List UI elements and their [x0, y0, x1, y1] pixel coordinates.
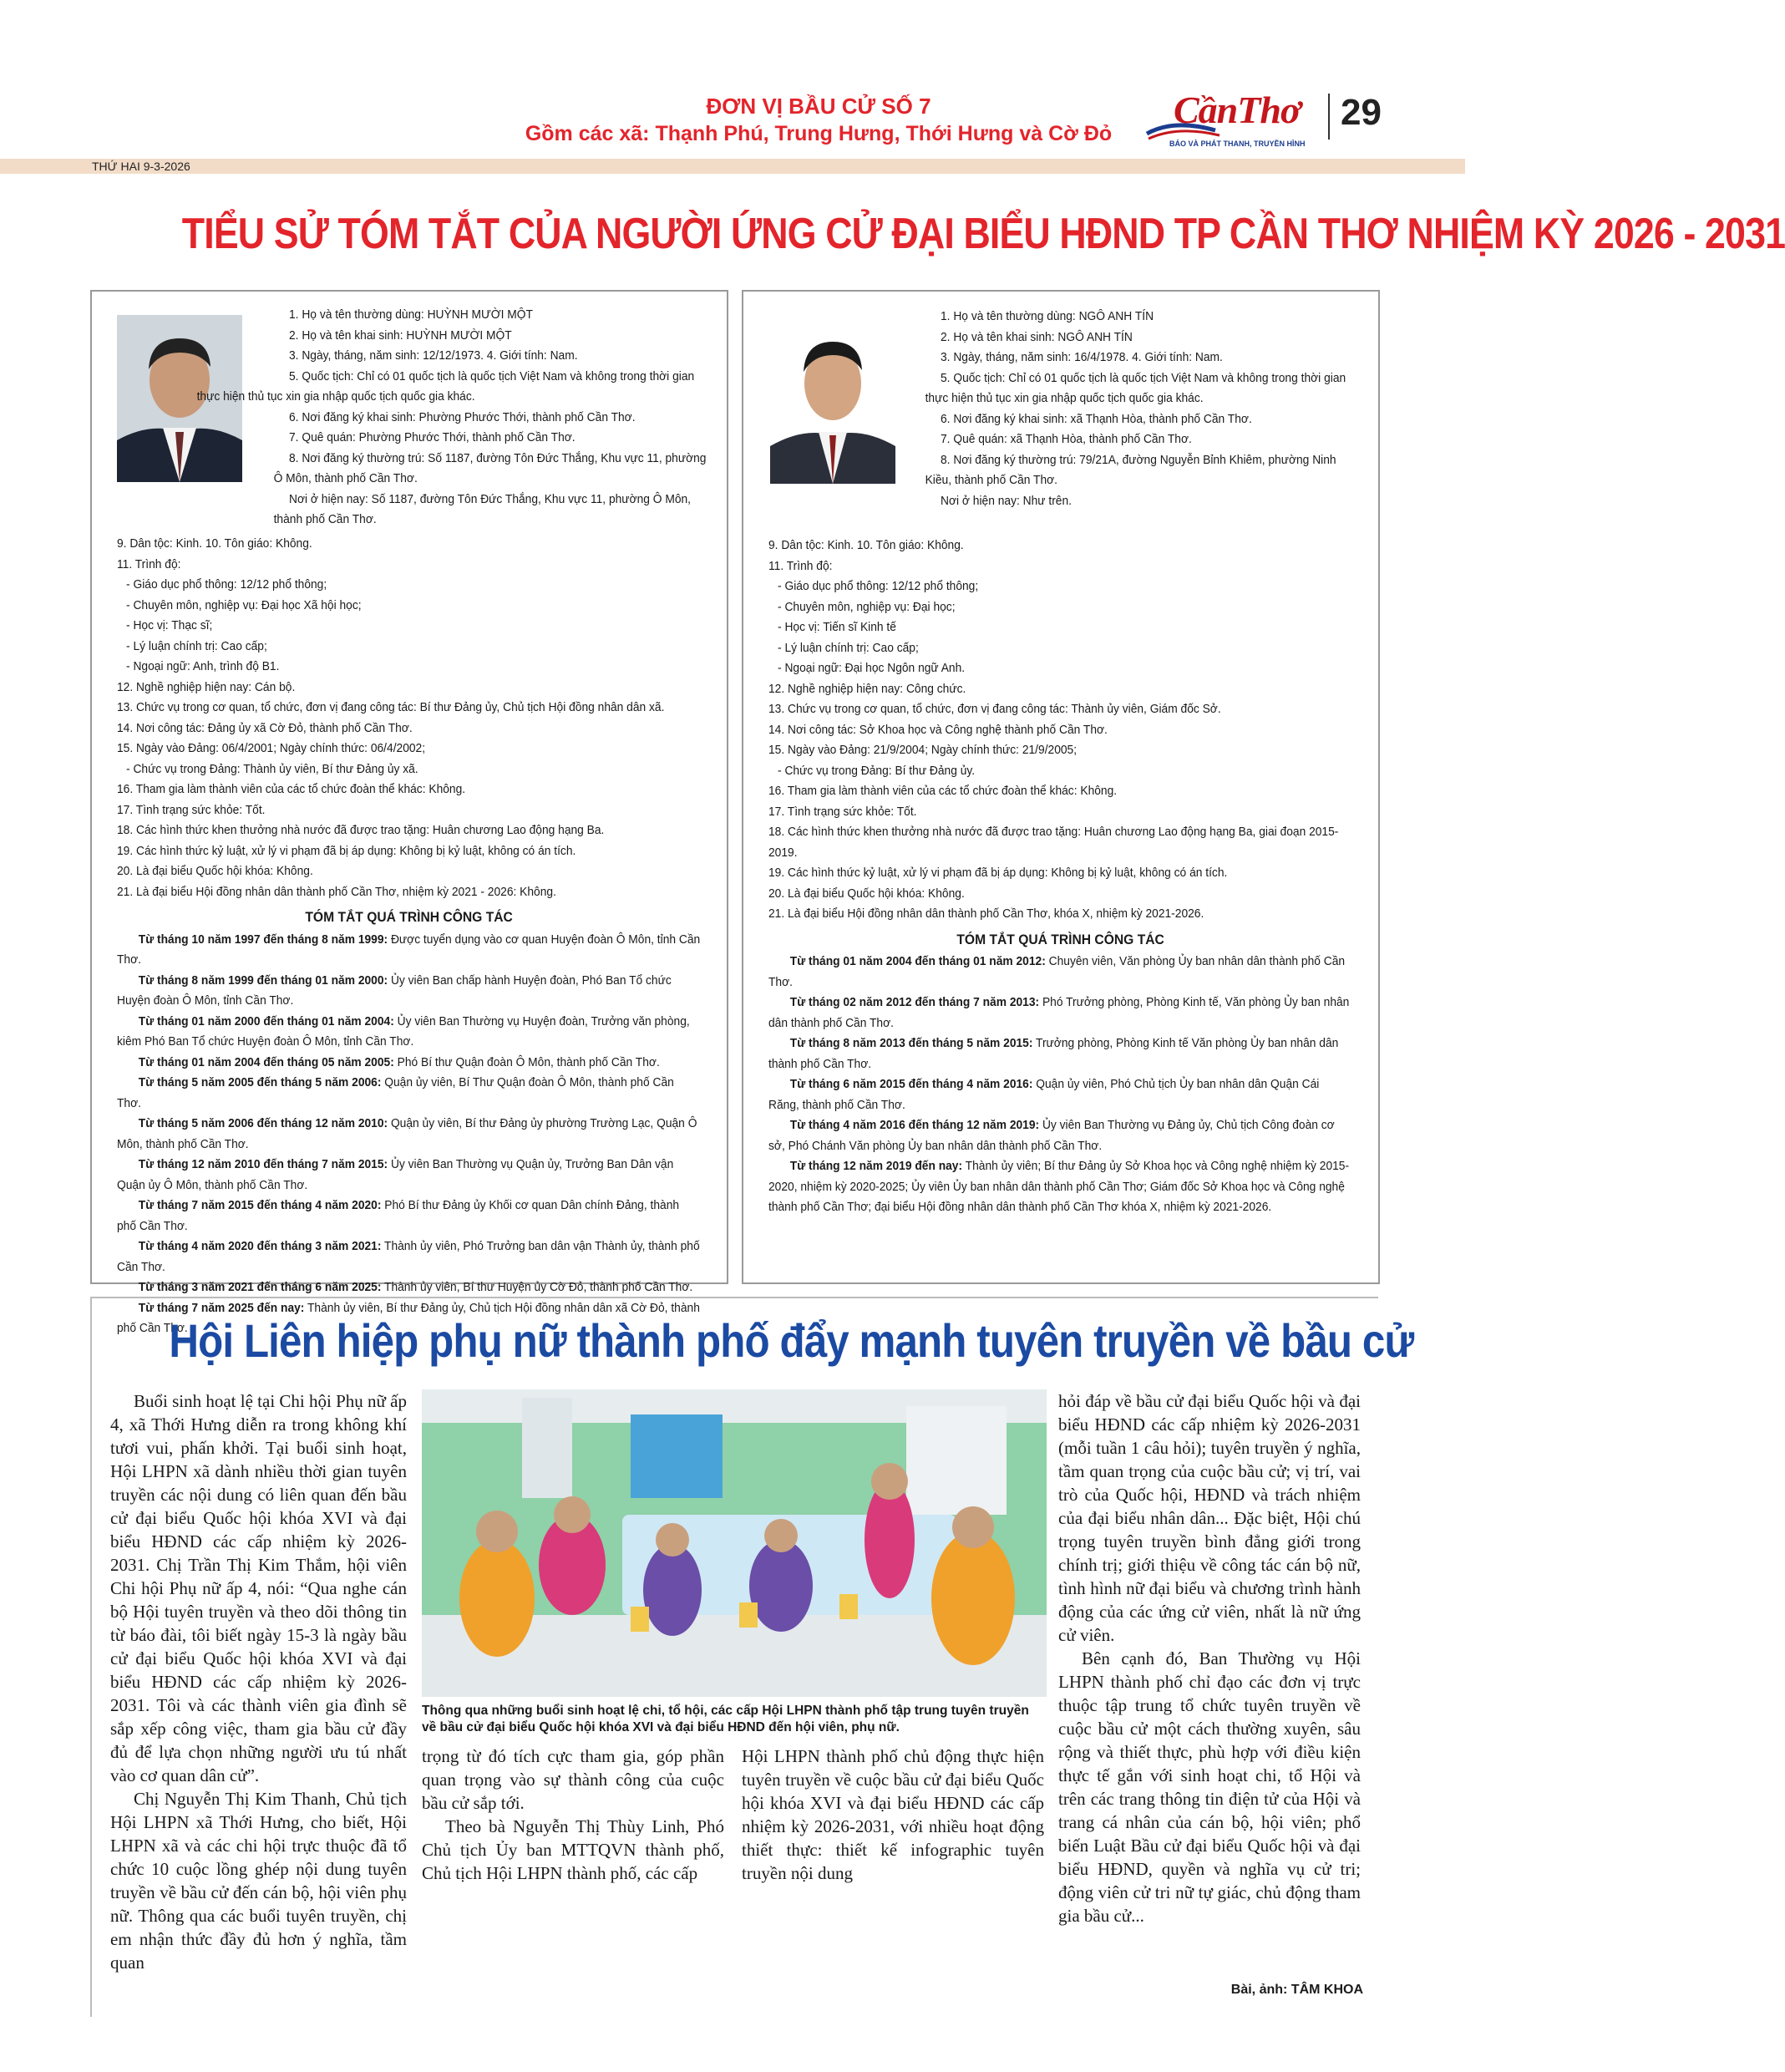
detail-line: 21. Là đại biểu Hội đồng nhân dân thành phố Cần Thơ, khóa X, nhiệm kỳ 2021-2026. [768, 906, 1204, 921]
detail-line: 11. Trình độ: [117, 556, 181, 571]
bio-line: 2. Họ và tên khai sinh: NGÔ ANH TÍN [941, 329, 1133, 344]
work-period: Từ tháng 01 năm 2004 đến tháng 05 năm 2005: [138, 1054, 394, 1069]
photo-caption: Thông qua những buổi sinh hoạt lệ chi, tổ hội, các cấp Hội LHPN thành phố tập trung tuyên truyền về bầu cử đại biểu Quốc hội khóa XVI và đại biểu HĐND đến hội viên, phụ nữ. [422, 1704, 1029, 1734]
article-photo [422, 1389, 1047, 1697]
work-history-heading: TÓM TẮT QUÁ TRÌNH CÔNG TÁC [956, 931, 1164, 947]
work-history-item [768, 1115, 1352, 1156]
work-period: Từ tháng 8 năm 1999 đến tháng 01 năm 2000: [138, 973, 388, 988]
bio-line: 1. Họ và tên thường dùng: NGÔ ANH TÍN [941, 309, 1154, 323]
work-history-item [117, 1073, 701, 1114]
work-period: Từ tháng 7 năm 2015 đến tháng 4 năm 2020: [138, 1198, 382, 1212]
work-period: Từ tháng 8 năm 2013 đến tháng 5 năm 2015: [789, 1036, 1033, 1050]
detail-line: 13. Chức vụ trong cơ quan, tổ chức, đơn vị đang công tác: Thành ủy viên, Giám đốc Sở. [768, 702, 1221, 716]
detail-line: 9. Dân tộc: Kinh. 10. Tôn giáo: Không. [117, 536, 312, 551]
bio-line: 3. Ngày, tháng, năm sinh: 16/4/1978. 4. Giới tính: Nam. [941, 350, 1223, 364]
article-column-2 [422, 1744, 724, 1885]
work-history-item [117, 1155, 701, 1196]
bio-line: 7. Quê quán: Phường Phước Thới, thành phố Cần Thơ. [289, 430, 576, 444]
detail-line: - Chức vụ trong Đảng: Thành ủy viên, Bí thư Đảng ủy xã. [126, 761, 418, 776]
detail-line: 15. Ngày vào Đảng: 06/4/2001; Ngày chính thức: 06/4/2002; [117, 741, 426, 755]
detail-line: 16. Tham gia làm thành viên của các tổ chức đoàn thể khác: Không. [768, 784, 1118, 798]
candidate-right-personal [925, 307, 1371, 511]
work-period: Từ tháng 4 năm 2016 đến tháng 12 năm 2019: [789, 1118, 1040, 1132]
bio-line: Kiều, thành phố Cần Thơ. [925, 473, 1058, 487]
bio-line: 2. Họ và tên khai sinh: HUỲNH MƯỜI MỘT [289, 328, 512, 343]
detail-line: 17. Tình trạng sức khỏe: Tốt. [117, 802, 266, 817]
work-description: Thành ủy viên, Phó Trưởng ban dân vận Thành ủy, thành phố Cần Thơ. [117, 1239, 700, 1274]
work-period: Từ tháng 7 năm 2025 đến nay: [138, 1300, 305, 1315]
detail-line: 13. Chức vụ trong cơ quan, tổ chức, đơn vị đang công tác: Bí thư Đảng ủy, Chủ tịch Hội đồng nhân dân xã. [117, 700, 665, 714]
detail-line: 12. Nghề nghiệp hiện nay: Công chức. [768, 681, 966, 696]
work-description: Phó Bí thư Đảng ủy Khối cơ quan Dân chính Đảng, thành phố Cần Thơ. [117, 1198, 680, 1233]
logo-tagline: BÁO VÀ PHÁT THANH, TRUYỀN HÌNH [1169, 140, 1306, 148]
header-divider [1328, 94, 1330, 140]
detail-line: - Lý luận chính trị: Cao cấp; [778, 640, 919, 655]
work-period: Từ tháng 12 năm 2010 đến tháng 7 năm 2015: [138, 1157, 388, 1171]
detail-line: 16. Tham gia làm thành viên của các tổ chức đoàn thể khác: Không. [117, 782, 466, 796]
detail-line: 18. Các hình thức khen thưởng nhà nước đã được trao tặng: Huân chương Lao động hạng Ba, giai đoạn 2015-2019. [768, 825, 1339, 860]
detail-line: 20. Là đại biểu Quốc hội khóa: Không. [117, 864, 313, 878]
electoral-unit-subtitle: Gồm các xã: Thạnh Phú, Trung Hưng, Thới Hưng và Cờ Đỏ [525, 122, 1113, 145]
work-description: Quận ủy viên, Phó Chủ tịch Ủy ban nhân dân Quận Cái Răng, thành phố Cần Thơ. [768, 1077, 1320, 1112]
bio-line: thành phố Cần Thơ. [273, 512, 377, 526]
candidate-left-personal [196, 305, 719, 531]
detail-line: 9. Dân tộc: Kinh. 10. Tôn giáo: Không. [768, 538, 964, 552]
article-paragraph: Theo bà Nguyễn Thị Thùy Linh, Phó Chủ tịch Ủy ban MTTQVN thành phố, Chủ tịch Hội LHPN thành phố, các cấp [422, 1816, 724, 1883]
bio-line: thực hiện thủ tục xin gia nhập quốc tịch quốc gia khác. [196, 389, 475, 404]
logo-wordmark: CầnThơ [1174, 89, 1301, 131]
work-period: Từ tháng 3 năm 2021 đến tháng 6 năm 2025: [138, 1280, 382, 1294]
work-history-heading: TÓM TẮT QUÁ TRÌNH CÔNG TÁC [305, 909, 513, 925]
article-paragraph: Chị Nguyễn Thị Kim Thanh, Chủ tịch Hội LHPN xã Thới Hưng, cho biết, Hội LHPN xã và các chi hội trực thuộc đã tổ chức 10 cuộc lồng ghép nội dung tuyên truyền về bầu cử đến cán bộ, hội viên phụ nữ. Thông qua các buổi tuyên truyền, chị em nhận thức đầy đủ hơn ý nghĩa, tầm quan [110, 1789, 407, 1973]
detail-line: - Học vị: Thạc sĩ; [126, 618, 213, 632]
work-history-item [768, 993, 1352, 1033]
bio-line: Nơi ở hiện nay: Như trên. [941, 493, 1072, 508]
work-description: Thành ủy viên, Bí thư Huyện ủy Cờ Đỏ, thành phố Cần Thơ. [381, 1280, 693, 1294]
detail-line: - Ngoại ngữ: Anh, trình độ B1. [126, 659, 280, 673]
work-description: Phó Trưởng phòng, Phòng Kinh tế, Văn phòng Ủy ban nhân dân thành phố Cần Thơ. [768, 995, 1350, 1030]
bio-line: 5. Quốc tịch: Chỉ có 01 quốc tịch là quốc tịch Việt Nam và không trong thời gian [941, 370, 1346, 385]
work-description: Được tuyển dụng vào cơ quan Huyện đoàn Ô Môn, tỉnh Cần Thơ. [117, 932, 701, 967]
detail-line: 11. Trình độ: [768, 558, 833, 573]
detail-line: 21. Là đại biểu Hội đồng nhân dân thành phố Cần Thơ, nhiệm kỳ 2021 - 2026: Không. [117, 884, 556, 899]
detail-line: 12. Nghề nghiệp hiện nay: Cán bộ. [117, 679, 296, 694]
article-paragraph: Hội LHPN thành phố chủ động thực hiện tuyên truyền về cuộc bầu cử đại biểu Quốc hội khóa XVI và đại biểu HĐND các cấp nhiệm kỳ 2026-2031, với nhiều hoạt động thiết thực: thiết kế infographic tuyên truyền nội dung [742, 1746, 1044, 1883]
work-period: Từ tháng 5 năm 2005 đến tháng 5 năm 2006: [138, 1075, 382, 1089]
work-description: Ủy viên Ban chấp hành Huyện đoàn, Phó Ban Tổ chức Huyện đoàn Ô Môn, tỉnh Cần Thơ. [117, 973, 672, 1008]
work-period: Từ tháng 12 năm 2019 đến nay: [789, 1159, 963, 1173]
page-number: 29 [1341, 92, 1382, 133]
work-description: Trưởng phòng, Phòng Kinh tế Văn phòng Ủy ban nhân dân thành phố Cần Thơ. [768, 1036, 1339, 1071]
detail-line: - Chức vụ trong Đảng: Bí thư Đảng ủy. [778, 763, 976, 778]
detail-line: 19. Các hình thức kỷ luật, xử lý vi phạm đã bị áp dụng: Không bị kỷ luật, không có án tích. [117, 843, 576, 858]
work-history-item [117, 930, 701, 971]
article-column-3 [742, 1744, 1044, 1885]
detail-line: - Học vị: Tiến sĩ Kinh tế [778, 620, 896, 634]
work-description: Thành ủy viên; Bí thư Đảng ủy Sở Khoa học và Công nghệ nhiệm kỳ 2015-2020, nhiệm kỳ 2020-2025; Ủy viên Ủy ban nhân dân thành phố Cần Thơ; Giám đốc Sở Khoa học và Công nghệ thành phố Cần Thơ; đại biểu Hội đồng nhân dân thành phố Cần Thơ khóa X, nhiệm kỳ 2021-2026. [768, 1159, 1350, 1214]
work-description: Ủy viên Ban Thường vụ Huyện đoàn, Trưởng văn phòng, kiêm Phó Ban Tổ chức Huyện đoàn Ô Môn, tỉnh Cần Thơ. [117, 1013, 690, 1049]
work-description: Ủy viên Ban Thường vụ Đảng ủy, Chủ tịch Công đoàn cơ sở, Phó Chánh Văn phòng Ủy ban nhân dân thành phố Cần Thơ. [768, 1118, 1335, 1153]
detail-line: - Chuyên môn, nghiệp vụ: Đại học Xã hội học; [126, 597, 362, 612]
bio-line: 6. Nơi đăng ký khai sinh: Phường Phước Thới, thành phố Cần Thơ. [289, 409, 636, 424]
article-paragraph: Bên cạnh đó, Ban Thường vụ Hội LHPN thành phố chỉ đạo các đơn vị trực thuộc tập trung tổ chức tuyên truyền về cuộc bầu cử một cách thường xuyên, sâu rộng và thiết thực, phù hợp với điều kiện thực tế gắn với sinh hoạt chi, tổ Hội và trên các trang thông tin điện tử của Hội và trang cá nhân của cán bộ, hội viên; phổ biến Luật Bầu cử đại biểu Quốc hội và đại biểu HĐND, quyền và nghĩa vụ cử tri; động viên cử tri nữ tự giác, chủ động tham gia bầu cử... [1058, 1648, 1361, 1926]
detail-line: 19. Các hình thức kỷ luật, xử lý vi phạm đã bị áp dụng: Không bị kỷ luật, không có án tích. [768, 866, 1228, 880]
work-history-item [117, 1196, 701, 1237]
detail-line: 15. Ngày vào Đảng: 21/9/2004; Ngày chính thức: 21/9/2005; [768, 743, 1078, 757]
article-column-1 [110, 1389, 407, 1974]
detail-line: - Giáo dục phổ thông: 12/12 phổ thông; [778, 579, 979, 593]
bio-line: 8. Nơi đăng ký thường trú: 79/21A, đường Nguyễn Bỉnh Khiêm, phường Ninh [941, 452, 1336, 467]
candidate-box-left [90, 290, 728, 1335]
candidate-left-details [117, 534, 701, 1339]
bio-line: thực hiện thủ tục xin gia nhập quốc tịch quốc gia khác. [925, 391, 1204, 405]
work-history-list [117, 930, 701, 1339]
work-history-item [117, 1114, 701, 1155]
bio-line: 3. Ngày, tháng, năm sinh: 12/12/1973. 4. Giới tính: Nam. [289, 348, 578, 363]
work-period: Từ tháng 01 năm 2000 đến tháng 01 năm 2004: [138, 1013, 394, 1028]
electoral-unit-title: ĐƠN VỊ BẦU CỬ SỐ 7 [706, 94, 931, 119]
bio-line: 1. Họ và tên thường dùng: HUỲNH MƯỜI MỘT [289, 307, 533, 322]
work-description: Quận ủy viên, Bí thư Đảng ủy phường Trường Lạc, Quận Ô Môn, thành phố Cần Thơ. [117, 1116, 697, 1151]
issue-date: THỨ HAI 9-3-2026 [92, 160, 190, 173]
work-period: Từ tháng 10 năm 1997 đến tháng 8 năm 1999: [138, 932, 388, 947]
work-period: Từ tháng 4 năm 2020 đến tháng 3 năm 2021: [138, 1239, 382, 1253]
work-history-item [117, 1237, 701, 1277]
article-paragraph: hỏi đáp về bầu cử đại biểu Quốc hội và đại biểu HĐND các cấp nhiệm kỳ 2026-2031 (mỗi tuần 1 câu hỏi); tuyên truyền ý nghĩa, tầm quan trọng của cuộc bầu cử; vị trí, vai trò của Quốc hội, HĐND và trách nhiệm của đại biểu nhân dân... Đặc biệt, Hội chú trọng tuyên truyền bình đẳng giới trong chính trị; giới thiệu về công tác cán bộ nữ, tình hình nữ đại biểu và chương trình hành động của các ứng cử viên, nhất là nữ ứng cử viên. [1058, 1391, 1361, 1645]
work-history-item [117, 971, 701, 1012]
detail-line: - Ngoại ngữ: Đại học Ngôn ngữ Anh. [778, 661, 966, 675]
work-history-item [117, 1012, 701, 1053]
work-history-item [768, 1074, 1352, 1115]
article-paragraph: trọng từ đó tích cực tham gia, góp phần quan trọng vào sự thành công của cuộc bầu cử sắp tới. [422, 1746, 724, 1813]
detail-line: - Giáo dục phổ thông: 12/12 phổ thông; [126, 577, 327, 592]
bio-line: Ô Môn, thành phố Cần Thơ. [273, 471, 418, 485]
article-paragraph: Buổi sinh hoạt lệ tại Chi hội Phụ nữ ấp 4, xã Thới Hưng diễn ra trong không khí tươi vui, phấn khởi. Tại buổi sinh hoạt, Hội LHPN xã dành nhiều thời gian tuyên truyền các nội dung có liên quan đến bầu cử đại biểu Quốc hội khóa XVI và đại biểu HĐND các cấp nhiệm kỳ 2026-2031. Chị Trần Thị Kim Thắm, hội viên Chi hội Phụ nữ ấp 4, nói: “Qua nghe cán bộ Hội tuyên truyền và theo dõi thông tin từ báo đài, tôi biết ngày 15-3 là ngày bầu cử đại biểu Quốc hội khóa XVI và đại biểu HĐND các cấp nhiệm kỳ 2026-2031. Tôi và các thành viên gia đình sẽ sắp xếp công việc, tham gia bầu cử đầy đủ để lựa chọn những người ưu tú nhất vào cơ quan dân cử”. [110, 1391, 407, 1785]
work-history-item [768, 1033, 1352, 1074]
work-description: Chuyên viên, Văn phòng Ủy ban nhân dân thành phố Cần Thơ. [768, 954, 1346, 989]
work-history-item [768, 1156, 1352, 1218]
work-history-item [768, 952, 1352, 993]
detail-line: 17. Tình trạng sức khỏe: Tốt. [768, 804, 917, 819]
work-period: Từ tháng 5 năm 2006 đến tháng 12 năm 2010: [138, 1116, 388, 1130]
bio-line: Nơi ở hiện nay: Số 1187, đường Tôn Đức Thắng, Khu vực 11, phường Ô Môn, [289, 491, 692, 506]
work-description: Quận ủy viên, Bí Thư Quận đoàn Ô Môn, thành phố Cần Thơ. [117, 1075, 674, 1110]
work-history-list [768, 952, 1352, 1218]
work-description: Thành ủy viên, Bí thư Đảng ủy, Chủ tịch Hội đồng nhân dân xã Cờ Đỏ, thành phố Cần Thơ. [117, 1300, 700, 1335]
work-history-item [117, 1053, 701, 1074]
detail-line: 18. Các hình thức khen thưởng nhà nước đã được trao tặng: Huân chương Lao động hạng Ba. [117, 823, 605, 837]
candidate-box-right [742, 290, 1380, 1284]
bio-line: 5. Quốc tịch: Chỉ có 01 quốc tịch là quốc tịch Việt Nam và không trong thời gian [289, 368, 695, 383]
candidate-right-details [768, 536, 1352, 1218]
work-period: Từ tháng 01 năm 2004 đến tháng 01 năm 2012: [789, 954, 1046, 968]
detail-line: 20. Là đại biểu Quốc hội khóa: Không. [768, 886, 965, 901]
detail-line: - Lý luận chính trị: Cao cấp; [126, 638, 267, 653]
detail-line: - Chuyên môn, nghiệp vụ: Đại học; [778, 599, 956, 614]
work-history-item [117, 1277, 701, 1298]
detail-line: 14. Nơi công tác: Đảng ủy xã Cờ Đỏ, thành phố Cần Thơ. [117, 720, 413, 735]
article-column-4 [1058, 1389, 1361, 1927]
detail-line: 14. Nơi công tác: Sở Khoa học và Công nghệ thành phố Cần Thơ. [768, 722, 1108, 737]
candidate-portrait-right [770, 317, 895, 484]
page-title: TIỂU SỬ TÓM TẮT CỦA NGƯỜI ỨNG CỬ ĐẠI BIỂU HĐND TP CẦN THƠ NHIỆM KỲ 2026 - 2031 [181, 210, 1785, 258]
work-description: Phó Bí thư Quận đoàn Ô Môn, thành phố Cần Thơ. [393, 1054, 660, 1069]
bio-line: 6. Nơi đăng ký khai sinh: xã Thạnh Hòa, thành phố Cần Thơ. [941, 411, 1252, 426]
date-bar [0, 159, 1465, 174]
bio-line: 7. Quê quán: xã Thạnh Hòa, thành phố Cần Thơ. [941, 432, 1192, 446]
article-headline: Hội Liên hiệp phụ nữ thành phố đẩy mạnh tuyên truyền về bầu cử [169, 1314, 1414, 1367]
work-period: Từ tháng 02 năm 2012 đến tháng 7 năm 2013: [789, 995, 1040, 1009]
work-description: Ủy viên Ban Thường vụ Quận ủy, Trưởng Ban Dân vận Quận ủy Ô Môn, thành phố Cần Thơ. [117, 1157, 674, 1192]
work-period: Từ tháng 6 năm 2015 đến tháng 4 năm 2016: [789, 1077, 1033, 1091]
article-byline: Bài, ảnh: TÂM KHOA [1230, 1983, 1363, 1997]
bio-line: 8. Nơi đăng ký thường trú: Số 1187, đường Tôn Đức Thắng, Khu vực 11, phường [289, 450, 707, 465]
